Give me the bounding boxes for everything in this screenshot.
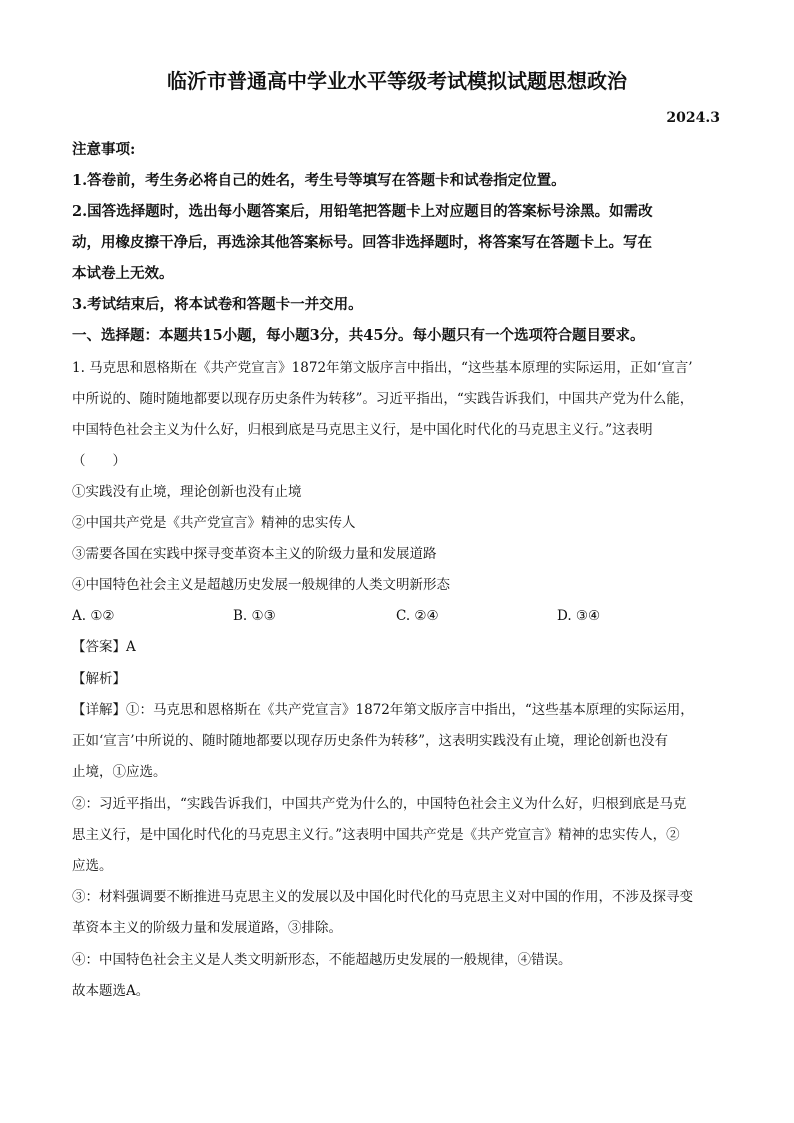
section-heading: 一、选择题：本题共15小题，每小题3分，共45分。每小题只有一个选项符合题目要求。 [72,327,645,344]
detail-2-line-2: 思主义行，是中国化时代化的马克思主义行。”这表明中国共产党是《共产党宣言》精神的忠实传人，② [72,827,680,843]
detail-2-line-3: 应选。 [72,858,113,874]
option-c: C. ②④ [396,608,439,624]
notice-item-3: 3.考试结束后，将本试卷和答题卡一并交用。 [72,296,363,313]
option-b: B. ①③ [233,608,276,624]
notice-item-2-line-3: 本试卷上无效。 [72,265,174,282]
notice-item-1: 1.答卷前，考生务必将自己的姓名，考生号等填写在答题卡和试卷指定位置。 [72,172,566,189]
question-1-stem-line-4: （ ） [72,453,126,469]
notice-item-2-line-2: 动，用橡皮擦干净后，再选涂其他答案标号。回答非选择题时，将答案写在答题卡上。写在 [72,234,652,251]
conclusion: 故本题选A。 [72,983,150,999]
analysis-heading: 【解析】 [72,671,126,687]
question-1-stem-line-3: 中国特色社会主义为什么好，归根到底是马克思主义行，是中国化时代化的马克思主义行。”这表明 [72,422,653,438]
exam-date: 2024.3 [666,110,720,126]
answer-label: 【答案】A [72,639,136,655]
detail-3-line-2: 革资本主义的阶级力量和发展道路，③排除。 [72,920,342,936]
page-title: 临沂市普通高中学业水平等级考试模拟试题思想政治 [167,69,627,93]
question-1-stem-line-2: 中所说的、随时随地都要以现存历史条件为转移”。习近平指出，“实践告诉我们，中国共产党为什么能， [72,391,694,407]
detail-1-line-2: 正如‘宣言’中所说的、随时随地都要以现存历史条件为转移”，这表明实践没有止境，理论创新也没有 [72,733,668,749]
notice-heading: 注意事项: [72,141,136,158]
detail-4-line-1: ④：中国特色社会主义是人类文明新形态，不能超越历史发展的一般规律，④错误。 [72,952,572,968]
detail-1-line-1: 【详解】①：马克思和恩格斯在《共产党宣言》1872年第文版序言中指出，“这些基本原理的实际运用， [72,702,694,718]
option-a: A. ①② [72,608,115,624]
statement-2: ②中国共产党是《共产党宣言》精神的忠实传人 [72,515,356,531]
detail-1-line-3: 止境，①应选。 [72,764,167,780]
statement-4: ④中国特色社会主义是超越历史发展一般规律的人类文明新形态 [72,577,450,593]
detail-3-line-1: ③：材料强调要不断推进马克思主义的发展以及中国化时代化的马克思主义对中国的作用，不涉及探寻变 [72,889,693,905]
notice-item-2-line-1: 2.国答选择题时，选出每小题答案后，用铅笔把答题卡上对应题目的答案标号涂黑。如需改 [72,203,653,220]
question-1-stem-line-1: 1. 马克思和恩格斯在《共产党宣言》1872年第文版序言中指出，“这些基本原理的实际运用，正如‘宣言’ [72,360,693,376]
statement-1: ①实践没有止境，理论创新也没有止境 [72,484,302,500]
statement-3: ③需要各国在实践中探寻变革资本主义的阶级力量和发展道路 [72,546,437,562]
option-d: D. ③④ [557,608,601,624]
detail-2-line-1: ②：习近平指出，“实践告诉我们，中国共产党为什么的，中国特色社会主义为什么好，归根到底是马克 [72,796,687,812]
